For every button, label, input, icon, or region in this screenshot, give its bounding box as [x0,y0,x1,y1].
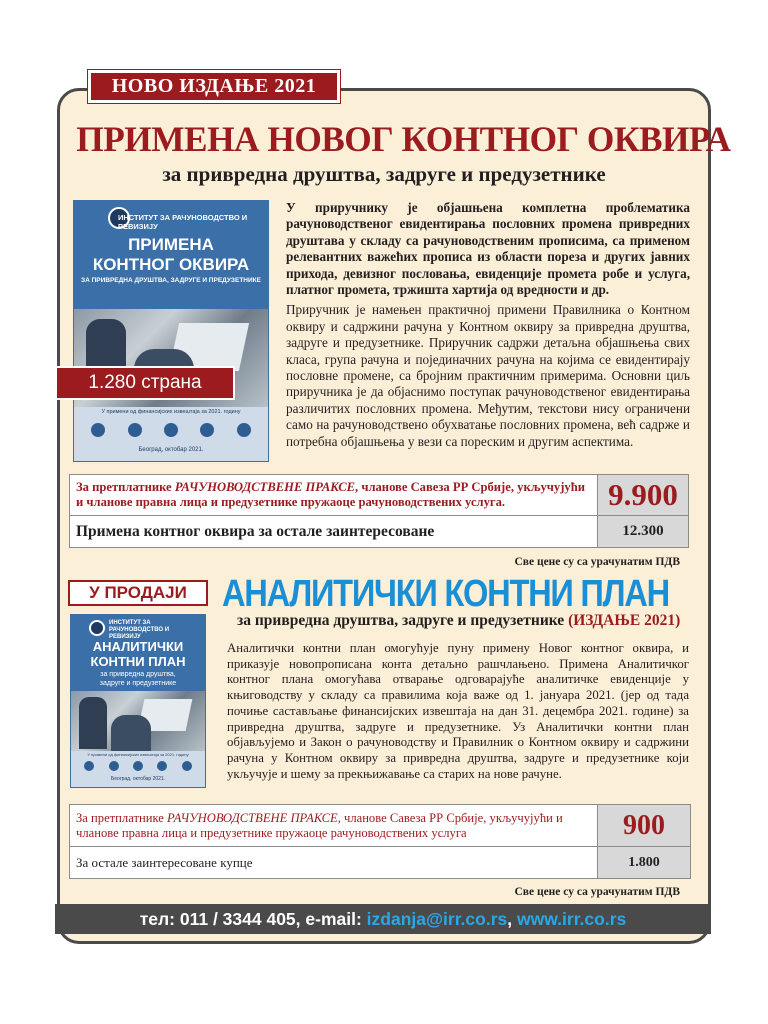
ifac-logo [91,423,105,437]
cover-subtitle-line1: за привредна друштва, [100,671,176,678]
subscriber-price-label: За претплатнике РАЧУНОВОДСТВЕНЕ ПРАКСЕ, чланове Савеза РР Србије, укључујући и чланове правна лица и предузетнике пружаоце рачуноводствених услуга. [70,475,598,516]
partner-logo [164,423,178,437]
on-sale-badge: У ПРОДАЈИ [68,580,208,606]
book2-title: АНАЛИТИЧКИ КОНТНИ ПЛАН [222,573,669,615]
cover-note: У примени од финансијских извештаја за 2021. годину [101,409,241,415]
book1-description [286,200,690,454]
website-link[interactable]: www.irr.co.rs [516,909,627,929]
cover-title-line1: ПРИМЕНА [128,235,214,254]
new-edition-badge: НОВО ИЗДАЊЕ 2021 [88,70,340,103]
book2-description: Аналитички контни план омогућује пуну примену Новог контног оквира, и приказује новопрописана конта детаљно рашчлањено. Примена Аналитичког контног плана омогућава отварање одговарајуће аналитичке евиденције у књиговодству у складу са правилима која важе од 1. јануара 2021. (јер од тада почиње састављање финансијских извештаја на дан 31. децембра 2021. године) за привредна друштва, задруге и предузетнике. Уз Аналитички контни план објављујемо и Закон о рачуноводству и Правилник о Контном оквиру и садржини рачуна у Контном оквиру за привредна друштва, задруге и предузетнике који укључује и шему за прекњижавање са старих на нове рачуне. [227,641,689,781]
other-price-label: Примена контног оквира за остале заинтересоване [70,516,598,548]
partner-logo [200,423,214,437]
cover-institute: ИНСТИТУТ ЗА РАЧУНОВОДСТВО И РЕВИЗИЈУ [118,213,248,231]
partner-logo [128,423,142,437]
partner-logo [182,761,192,771]
book1-intro: У приручнику је објашњена комплетна проблематика рачуноводственог евидентирања пословних промена привредних друштава у складу са рачуноводственим прописима, са применом релевантних важећих прописа из области пореза и других јавних прихода, девизног пословања, евиденције промета робе и услуга, платног промета, тржишта хартија од вредности и др. [286,200,690,298]
book2-subtitle: за привредна друштва, задруге и предузетнике (ИЗДАЊЕ 2021) [237,612,681,629]
book1-price-table [69,474,689,548]
contact-phone: тел: 011 / 3344 405, e-mail: [139,909,367,929]
cover-title-line2: КОНТНОГ ОКВИРА [92,255,250,274]
cover-title-line1: АНАЛИТИЧКИ [92,639,184,654]
other-price-label: За остале заинтересоване купце [70,847,598,879]
contact-footer: тел: 011 / 3344 405, e-mail: izdanja@irr.co.rs, www.irr.co.rs [55,904,711,934]
ifac-logo [84,761,94,771]
cover-photo [71,691,205,753]
cover-title-line2: КОНТНИ ПЛАН [90,654,186,669]
email-link[interactable]: izdanja@irr.co.rs [366,909,508,929]
book1-body: Приручник је намењен практичној примени Правилника о Контном оквиру и садржини рачуна у Контном оквиру за привредна друштва, задруге и предузетнике. Приручник садржи детаљна објашњења свих класа, група рачуна и појединачних рачуна на којима се евидентирају пословне промене, са бројним практичним примерима. Основни циљ приручника је да објаснимо поступак рачуноводственог евидентирања различитих пословних промена. Међутим, текстови нису ограничени само на рачуноводствено обухватање пословних промена, већ садрже и потребна објашњења у вези са пореским и другим аспектима. [286,302,690,449]
partner-logo [133,761,143,771]
subscriber-price: 900 [598,805,691,847]
partner-logo [237,423,251,437]
cover-date: Београд, октобар 2021. [110,776,166,782]
book2-cover-image [70,614,206,788]
book2-price-table [69,804,691,879]
page-count-badge: 1.280 страна [55,366,235,400]
book1-title: ПРИМЕНА НОВОГ КОНТНОГ ОКВИРА [76,119,731,159]
book1-vat-note: Све цене су са урачунатим ПДВ [514,556,680,568]
book1-cover-image [73,200,269,462]
other-price: 12.300 [598,516,689,548]
book1-subtitle: за привредна друштва, задруге и предузетнике [162,162,606,186]
cover-institute: ИНСТИТУТ ЗА РАЧУНОВОДСТВО И РЕВИЗИЈУ [109,620,170,640]
book2-vat-note: Све цене су са урачунатим ПДВ [514,886,680,898]
subscriber-price-label: За претплатнике РАЧУНОВОДСТВЕНЕ ПРАКСЕ, чланове Савеза РР Србије, укључујући и чланове правна лица и предузетнике пружаоце рачуноводствених услуга [70,805,598,847]
institute-logo [89,620,105,636]
cover-subtitle: ЗА ПРИВРЕДНА ДРУШТВА, ЗАДРУГЕ И ПРЕДУЗЕТНИКЕ [81,277,261,284]
cover-subtitle-line2: задруге и предузетнике [99,680,177,687]
partner-logo [109,761,119,771]
cover-note: У примени од финансијских извештаја за 2021. годину [87,752,189,757]
partner-logo [157,761,167,771]
subscriber-price: 9.900 [598,475,689,516]
cover-date: Београд, октобар 2021. [138,447,204,453]
other-price: 1.800 [598,847,691,879]
